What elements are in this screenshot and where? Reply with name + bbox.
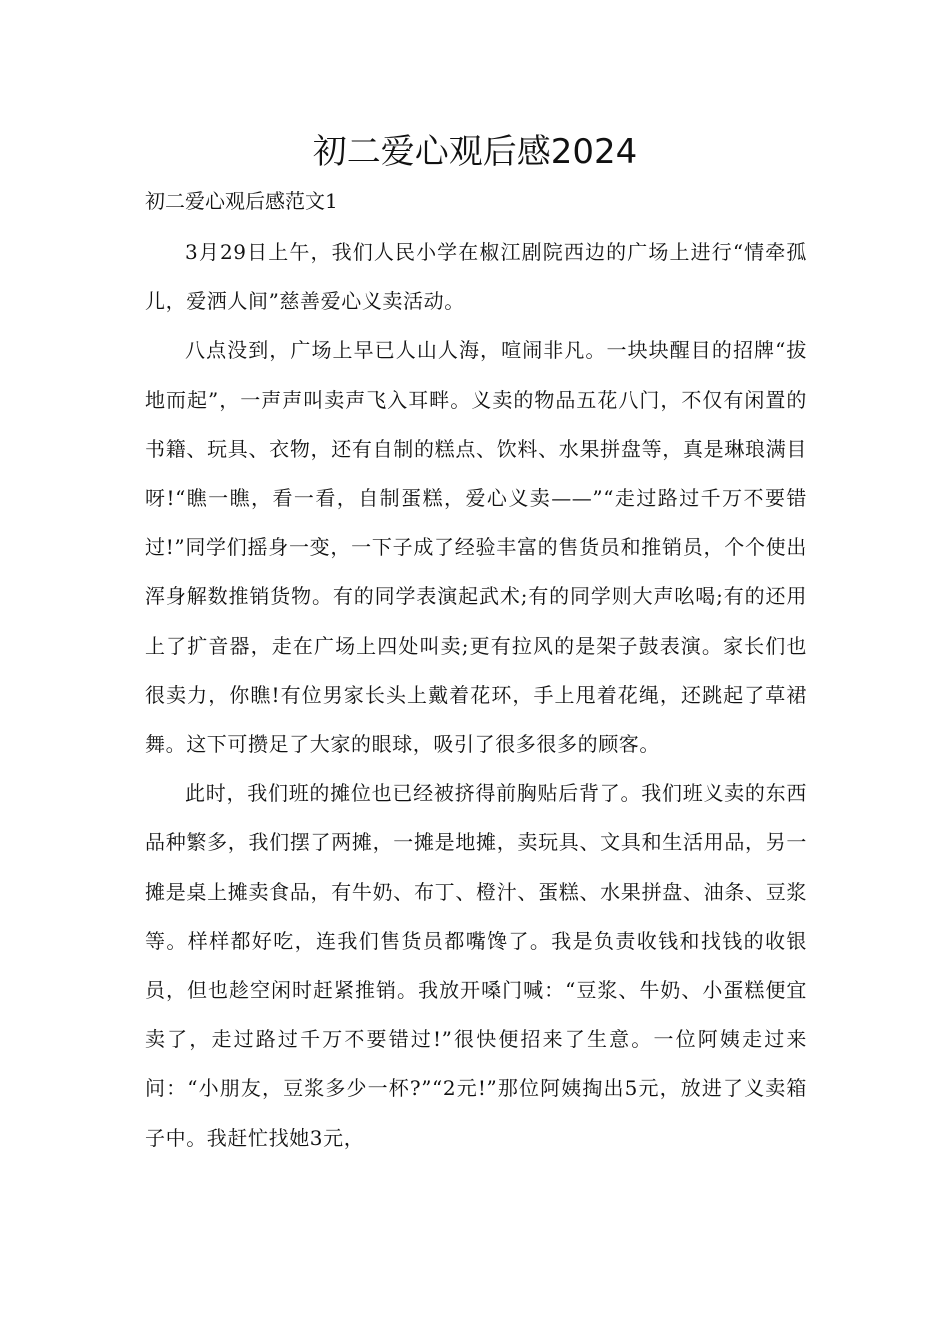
document-title: 初二爱心观后感2024 <box>312 132 638 172</box>
paragraph-3: 此时，我们班的摊位也已经被挤得前胸贴后背了。我们班义卖的东西品种繁多，我们摆了两摊，一摊是地摊，卖玩具、文具和生活用品，另一摊是桌上摊卖食品，有牛奶、布丁、橙汁、蛋糕、水果拼盘、油条、豆浆等。样样都好吃，连我们售货员都嘴馋了。我是负责收钱和找钱的收银员，但也趁空闲时赶紧推销。我放开嗓门喊：“豆浆、牛奶、小蛋糕便宜卖了，走过路过千万不要错过!”很快便招来了生意。一位阿姨走过来问：“小朋友，豆浆多少一杯?”“2元!”那位阿姨掏出5元，放进了义卖箱子中。我赶忙找她3元， <box>145 781 807 1150</box>
paragraph-1: 3月29日上午，我们人民小学在椒江剧院西边的广场上进行“情牵孤儿，爱洒人间”慈善爱心义卖活动。 <box>145 240 807 314</box>
document-subtitle: 初二爱心观后感范文1 <box>145 189 338 213</box>
paragraph-2: 八点没到，广场上早已人山人海，喧闹非凡。一块块醒目的招牌“拔地而起”，一声声叫卖声飞入耳畔。义卖的物品五花八门，不仅有闲置的书籍、玩具、衣物，还有自制的糕点、饮料、水果拼盘等，真是琳琅满目呀!“瞧一瞧，看一看，自制蛋糕，爱心义卖——”“走过路过千万不要错过!”同学们摇身一变，一下子成了经验丰富的售货员和推销员，个个使出浑身解数推销货物。有的同学表演起武术;有的同学则大声吆喝;有的还用上了扩音器，走在广场上四处叫卖;更有拉风的是架子鼓表演。家长们也很卖力，你瞧!有位男家长头上戴着花环，手上甩着花绳，还跳起了草裙舞。这下可攒足了大家的眼球，吸引了很多很多的顾客。 <box>145 338 807 757</box>
document-body <box>145 228 807 1163</box>
